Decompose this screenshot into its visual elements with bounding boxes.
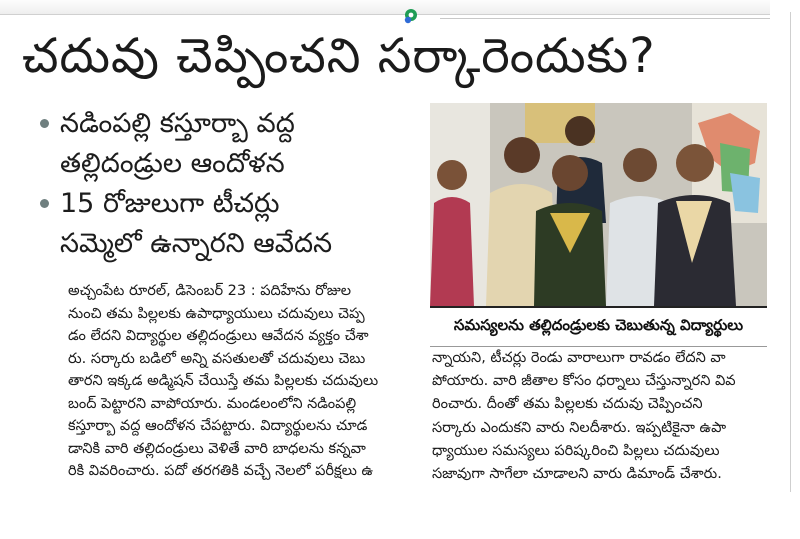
body-line: అచ్చంపేట రూరల్, డిసెంబర్ 23 : పదిహేను రోజుల	[68, 283, 352, 299]
bullet-dot-icon	[40, 119, 49, 128]
cropped-header-strip	[0, 0, 770, 15]
bullet-text: సమ్మెలో ఉన్నారని ఆవేదన	[60, 228, 333, 259]
paper-logo-icon	[402, 7, 420, 25]
body-line: డం లేదని విద్యార్థుల తల్లిదండ్రులు ఆవేదన వ్యక్తం చేశా	[68, 328, 369, 344]
students-photo-illustration	[430, 103, 767, 306]
article-body-right	[432, 347, 772, 486]
header-rule	[440, 18, 770, 19]
body-line: తారని ఇక్కడ అడ్మిషన్ చేయిస్తే తమ పిల్లలకు చదువులు	[68, 373, 379, 389]
news-photo	[430, 103, 767, 306]
bullet-1-line-1	[60, 104, 420, 144]
bullet-2-line-1	[60, 184, 420, 224]
body-line: సర్కారు ఎందుకని వారు నిలదీశారు. ఇప్పటికైనా ఉపా	[432, 419, 727, 436]
bullet-2-line-2	[60, 224, 420, 264]
body-line: రికి వివరించారు. పదో తరగతికి వచ్చే నెలలో పరీక్షలు ఉ	[68, 463, 374, 479]
body-line: ధ్యాయుల సమస్యలు పరిష్కరించి పిల్లలు చదువులు	[432, 442, 720, 459]
article-body-left	[68, 280, 418, 483]
body-line: డానికి వారి తల్లిదండ్రులు వెళితే వారి బాధలను కన్నవా	[68, 440, 366, 457]
bullet-1-line-2	[60, 144, 420, 184]
body-line: రించారు. దీంతో తమ పిల్లలకు చదువు చెప్పించని	[432, 396, 703, 413]
body-line: పోయారు. వారి జీతాల కోసం ధర్నాలు చేస్తున్నారని వివ	[432, 373, 736, 390]
bullet-text: 15 రోజులుగా టీచర్లు	[60, 188, 280, 219]
bullet-text: తల్లిదండ్రుల ఆందోళన	[60, 148, 285, 179]
column-rule	[790, 12, 791, 492]
body-line: నుంచి తమ పిల్లలకు ఉపాధ్యాయులు చదువులు చెప్ప	[68, 305, 365, 322]
deck-bullets	[60, 104, 420, 264]
headline: చదువు చెప్పించని సర్కారెందుకు?	[22, 28, 656, 84]
bullet-text: నడింపల్లి కస్తూర్బా వద్ద	[60, 108, 295, 139]
body-line: బంద్ పెట్టారని వాపోయారు. మండలంలోని నడింపల్లి	[68, 395, 357, 412]
bullet-dot-icon	[40, 199, 49, 208]
body-line: సజావుగా సాగేలా చూడాలని వారు డిమాండ్ చేశారు.	[432, 466, 722, 483]
photo-caption-bar	[430, 306, 767, 347]
body-line: న్నాయని, టీచర్లు రెండు వారాలుగా రావడం లేదని వా	[432, 350, 726, 366]
body-line: కస్తూర్బా వద్ద ఆందోళన చేపట్టారు. విద్యార్థులను చూడ	[68, 418, 368, 434]
photo-caption: సమస్యలను తల్లిదండ్రులకు చెబుతున్న విద్యార్థులు	[453, 316, 744, 334]
body-line: రు. సర్కారు బడిలో అన్ని వసతులతో చదువులు చెబు	[68, 350, 366, 367]
